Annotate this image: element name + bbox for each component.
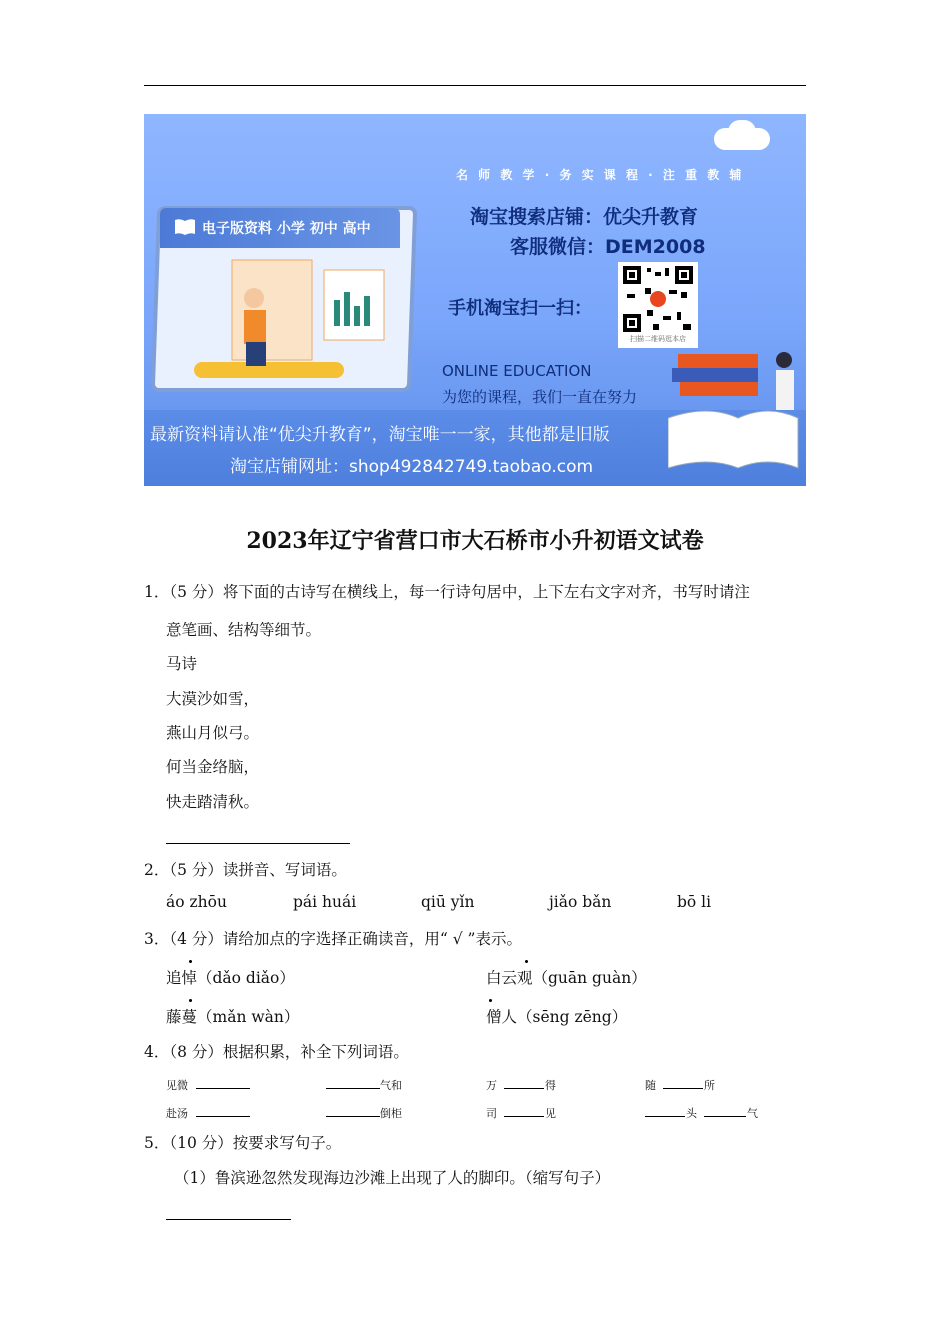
q1-stem: 1．（5 分）将下面的古诗写在横线上，每一行诗句居中，上下左右文字对齐，书写时请注	[144, 583, 750, 601]
poem-line: 大漠沙如雪，	[166, 690, 260, 708]
q3-item: 僧人（sēng zēng）	[486, 1008, 628, 1026]
q2-stem: 2．（5 分）读拼音、写词语。	[144, 861, 347, 879]
banner-tagline: 名 师 教 学 · 务 实 课 程 · 注 重 教 辅	[456, 168, 745, 182]
poem-line: 快走踏清秋。	[166, 793, 260, 811]
emphasis-dot	[489, 999, 492, 1002]
idiom-part: 得	[545, 1079, 556, 1092]
idiom-part: 万	[486, 1079, 497, 1092]
header-rule	[144, 85, 806, 86]
shop-url[interactable]: 淘宝店铺网址：shop492842749.taobao.com	[230, 457, 594, 477]
poem-title: 马诗	[166, 655, 198, 673]
emphasis-dot	[189, 960, 192, 963]
qr-code[interactable]	[618, 262, 698, 348]
exam-title: 2023年辽宁省营口市大石桥市小升初语文试卷	[246, 528, 704, 554]
idiom-part: 司	[486, 1107, 497, 1120]
q5-sub1: （1）鲁滨逊忽然发现海边沙滩上出现了人的脚印。（缩写句子）	[174, 1169, 611, 1187]
reading-person-illustration	[184, 256, 394, 386]
idiom-part: 倒柜	[380, 1107, 402, 1120]
answer-blank[interactable]	[166, 1219, 291, 1220]
idiom-part: 赴汤	[166, 1107, 188, 1120]
slogan: 为您的课程，我们一直在努力	[442, 388, 638, 406]
pinyin-item: áo zhōu	[166, 893, 227, 911]
pinyin-item: jiǎo bǎn	[549, 893, 612, 911]
answer-blank[interactable]	[166, 843, 350, 844]
poem-line: 何当金络脑，	[166, 758, 260, 776]
idiom-blank[interactable]	[504, 1116, 544, 1117]
idiom-part: 见微	[166, 1079, 188, 1092]
pinyin-item: pái huái	[293, 893, 357, 911]
idiom-blank[interactable]	[704, 1116, 746, 1117]
idiom-blank[interactable]	[196, 1116, 250, 1117]
q3-item: 白云观（guān guàn）	[486, 969, 647, 987]
idiom-part: 所	[704, 1079, 715, 1092]
q3-item: 追悼（dǎo diǎo）	[166, 969, 295, 987]
idiom-blank[interactable]	[663, 1088, 703, 1089]
idiom-blank[interactable]	[645, 1116, 685, 1117]
scan-label: 手机淘宝扫一扫：	[448, 298, 592, 319]
q4-stem: 4．（8 分）根据积累，补全下列词语。	[144, 1043, 409, 1061]
cloud-icon	[728, 120, 756, 144]
pinyin-item: qiū yǐn	[421, 893, 475, 911]
emphasis-dot	[189, 999, 192, 1002]
book-icon	[174, 218, 196, 236]
pinyin-item: bō li	[677, 893, 712, 911]
online-education-label: ONLINE EDUCATION	[442, 362, 592, 380]
idiom-blank[interactable]	[504, 1088, 544, 1089]
banner-notice: 最新资料请认准“优尖升教育”，淘宝唯一一家，其他都是旧版	[150, 425, 610, 445]
books-illustration	[668, 348, 806, 478]
idiom-blank[interactable]	[326, 1116, 380, 1117]
q3-item: 藤蔓（mǎn wàn）	[166, 1008, 300, 1026]
poem-line: 燕山月似弓。	[166, 724, 260, 742]
monitor-label: 电子版资料 小学 初中 高中	[202, 221, 371, 237]
wechat-id: 客服微信：DEM2008	[510, 236, 706, 258]
idiom-part: 随	[645, 1079, 656, 1092]
idiom-part: 见	[545, 1107, 556, 1120]
idiom-blank[interactable]	[196, 1088, 250, 1089]
qr-caption: 扫描二维码逛本店	[630, 335, 686, 343]
ad-banner[interactable]	[144, 114, 806, 486]
emphasis-dot	[525, 960, 528, 963]
q5-stem: 5．（10 分）按要求写句子。	[144, 1134, 342, 1152]
q1-stem-cont: 意笔画、结构等细节。	[166, 621, 322, 639]
qr-code-icon	[623, 266, 693, 332]
q3-stem: 3．（4 分）请给加点的字选择正确读音，用“ √ ”表示。	[144, 930, 522, 948]
idiom-part: 气	[747, 1107, 758, 1120]
idiom-blank[interactable]	[326, 1088, 380, 1089]
shop-name: 淘宝搜索店铺：优尖升教育	[470, 206, 699, 228]
idiom-part: 气和	[380, 1079, 402, 1092]
idiom-part: 头	[686, 1107, 697, 1120]
